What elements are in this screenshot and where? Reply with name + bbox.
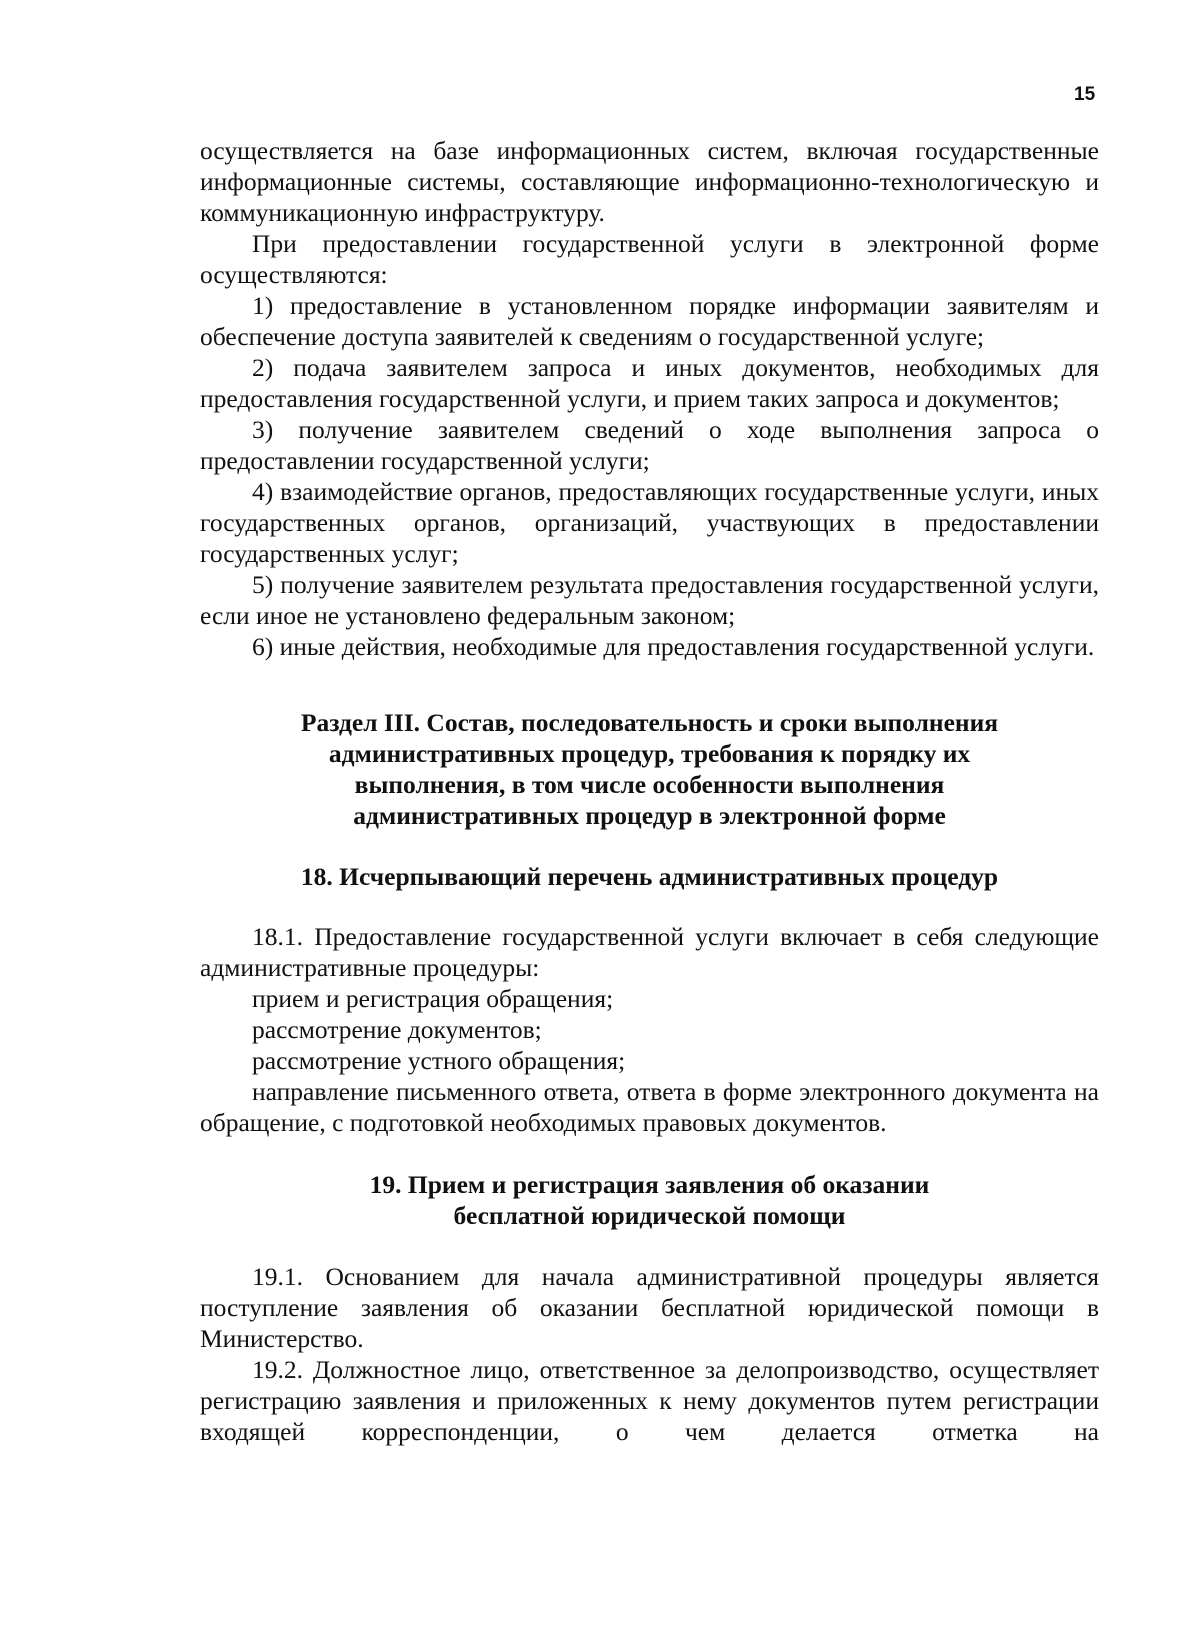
paragraph-19-1: 19.1. Основанием для начала административной процедуры является поступление заявления об оказании бесплатной юридической помощи в Министерство. bbox=[200, 1262, 1099, 1353]
heading-line: Раздел III. Состав, последовательность и сроки выполнения bbox=[300, 708, 999, 737]
procedure-item: рассмотрение документов; bbox=[252, 1015, 542, 1044]
section-3-heading bbox=[200, 707, 1099, 831]
paragraph-19-2: 19.2. Должностное лицо, ответственное за делопроизводство, осуществляет регистрацию заявления и приложенных к нему документов путем регистрации входящей корреспонденции, о чем делается отметка на bbox=[200, 1355, 1099, 1446]
heading-line: бесплатной юридической помощи bbox=[453, 1201, 846, 1230]
continuation-paragraph: осуществляется на базе информационных систем, включая государственные информационные системы, составляющие информационно-технологическую и коммуникационную инфраструктуру. bbox=[200, 136, 1099, 227]
list-item: 5) получение заявителем результата предоставления государственной услуги, если иное не установлено федеральным законом; bbox=[200, 570, 1099, 630]
paragraph-18-1: 18.1. Предоставление государственной услуги включает в себя следующие административные процедуры: bbox=[200, 922, 1099, 982]
list-item: 1) предоставление в установленном порядке информации заявителям и обеспечение доступа заявителей к сведениям о государственной услуге; bbox=[200, 291, 1099, 351]
procedure-item: рассмотрение устного обращения; bbox=[252, 1046, 626, 1075]
heading-line: административных процедур, требования к порядку их bbox=[328, 739, 971, 768]
heading-line: выполнения, в том числе особенности выполнения bbox=[354, 770, 945, 799]
heading-line: административных процедур в электронной форме bbox=[353, 801, 946, 830]
electronic-form-lead: При предоставлении государственной услуги в электронной форме осуществляются: bbox=[200, 229, 1099, 289]
procedure-item-last: направление письменного ответа, ответа в форме электронного документа на обращение, с подготовкой необходимых правовых документов. bbox=[200, 1077, 1099, 1137]
list-item: 4) взаимодействие органов, предоставляющих государственные услуги, иных государственных органов, организаций, участвующих в предоставлении государственных услуг; bbox=[200, 477, 1099, 568]
document-body bbox=[200, 135, 1099, 1447]
page-number: 15 bbox=[1074, 84, 1096, 105]
section-18-heading: 18. Исчерпывающий перечень административных процедур bbox=[300, 862, 999, 891]
procedure-item: прием и регистрация обращения; bbox=[252, 984, 614, 1013]
section-19-heading bbox=[200, 1169, 1099, 1231]
list-item: 2) подача заявителем запроса и иных документов, необходимых для предоставления государственной услуги, и прием таких запроса и документов; bbox=[200, 353, 1099, 413]
heading-line: 19. Прием и регистрация заявления об оказании bbox=[369, 1170, 930, 1199]
list-item: 3) получение заявителем сведений о ходе выполнения запроса о предоставлении государственной услуги; bbox=[200, 415, 1099, 475]
list-item: 6) иные действия, необходимые для предоставления государственной услуги. bbox=[252, 632, 1095, 661]
